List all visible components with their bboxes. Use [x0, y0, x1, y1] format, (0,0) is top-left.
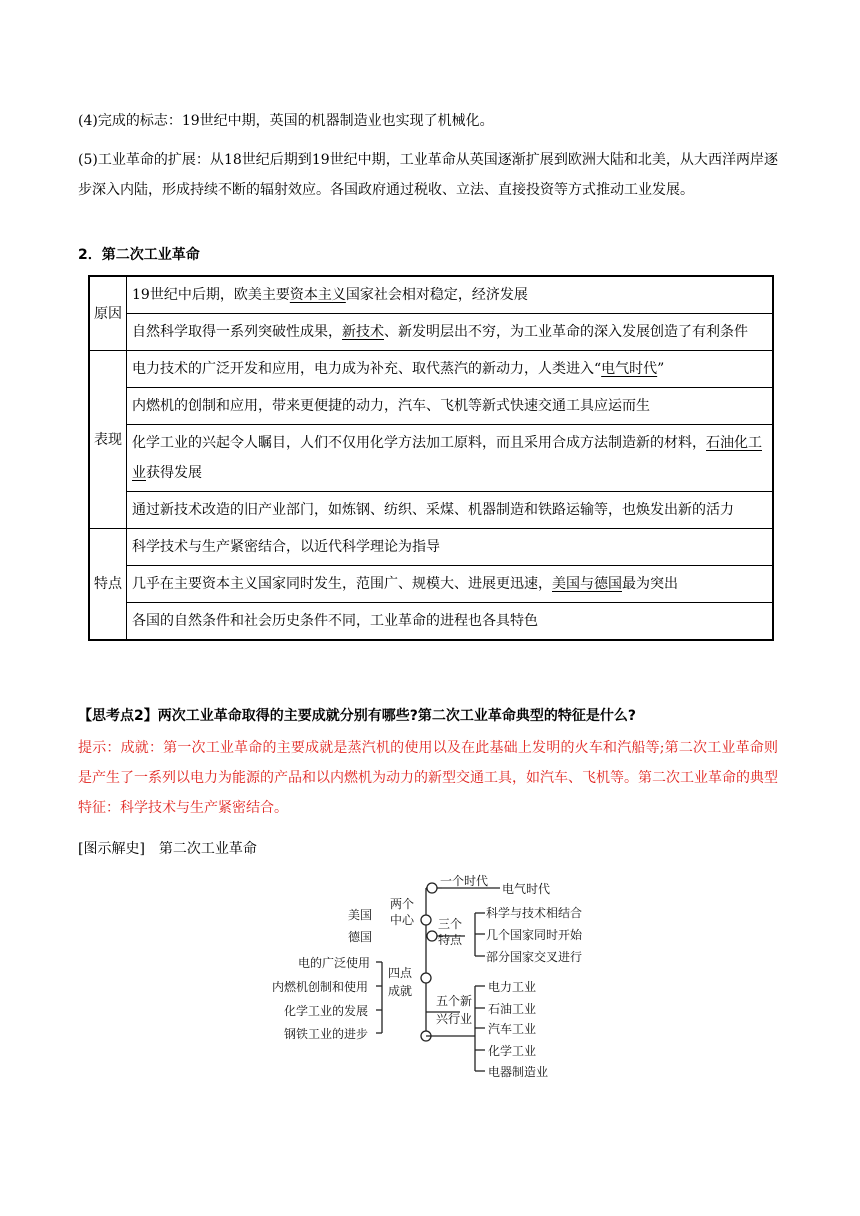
- industry-3: 汽车工业: [488, 1022, 537, 1036]
- think-question: 【思考点2】两次工业革命取得的主要成就分别有哪些?第二次工业革命典型的特征是什么?: [78, 708, 636, 724]
- industry-5: 电器制造业: [488, 1065, 549, 1079]
- label-germany: 德国: [348, 930, 373, 944]
- label-two-centers: 两个中心: [390, 897, 415, 927]
- key-term: 石油化工业: [132, 435, 762, 481]
- table-row: [89, 276, 773, 314]
- achievement-3: 化学工业的发展: [284, 1004, 369, 1018]
- table-row: [89, 566, 773, 603]
- row-label-features: 特点: [89, 529, 127, 641]
- label-electric-era: 电气时代: [502, 882, 551, 896]
- label-four-points: 四点成就: [388, 966, 413, 998]
- key-term: 资本主义: [289, 287, 346, 303]
- diagram-caption: [图示解史] 第二次工业革命: [78, 841, 257, 857]
- table-cell: 各国的自然条件和社会历史条件不同，工业革命的进程也各具特色: [127, 603, 774, 641]
- key-term: 电气时代: [601, 361, 658, 377]
- table-row: [89, 492, 773, 529]
- achievement-4: 钢铁工业的进步: [284, 1027, 369, 1041]
- label-usa: 美国: [348, 908, 373, 922]
- table-cell: 几乎在主要资本主义国家同时发生，范围广、规模大、进展更迅速，美国与德国最为突出: [127, 566, 774, 603]
- table-cell: 通过新技术改造的旧产业部门，如炼钢、纺织、采煤、机器制造和铁路运输等，也焕发出新的活力: [127, 492, 774, 529]
- key-term: 美国与德国: [552, 576, 622, 592]
- table-cell: 电力技术的广泛开发和应用，电力成为补充、取代蒸汽的新动力，人类进入“电气时代”: [127, 351, 774, 388]
- achievement-1: 电的广泛使用: [298, 956, 371, 970]
- table-cell: 内燃机的创制和应用，带来更便捷的动力，汽车、飞机等新式快速交通工具应运而生: [127, 388, 774, 425]
- row-label-cause: 原因: [89, 276, 127, 351]
- table-row: [89, 603, 773, 641]
- paragraph-expansion: (5)工业革命的扩展：从18世纪后期到19世纪中期，工业革命从英国逐渐扩展到欧洲大陆和北美，从大西洋两岸逐步深入内陆，形成持续不断的辐射效应。各国政府通过税收、立法、直接投资等方式推动工业发展。: [78, 152, 778, 198]
- key-term: 新技术: [342, 324, 384, 340]
- table-cell: 化学工业的兴起令人瞩目，人们不仅用化学方法加工原料，而且采用合成方法制造新的材料，石油化工业获得发展: [127, 425, 774, 492]
- table-cell: 自然科学取得一系列突破性成果，新技术、新发明层出不穷，为工业革命的深入发展创造了有利条件: [127, 314, 774, 351]
- industry-4: 化学工业: [488, 1044, 537, 1058]
- achievement-2: 内燃机创制和使用: [272, 980, 369, 994]
- feature-3: 部分国家交叉进行: [486, 950, 583, 964]
- mind-map-diagram: [270, 868, 600, 1083]
- table-row: [89, 529, 773, 566]
- table-row: [89, 314, 773, 351]
- label-one-era: 一个时代: [440, 874, 489, 888]
- section-title-second-revolution: 2．第二次工业革命: [78, 247, 200, 263]
- think-answer: 提示：成就：第一次工业革命的主要成就是蒸汽机的使用以及在此基础上发明的火车和汽船等;第二次工业革命则是产生了一系列以电力为能源的产品和以内燃机为动力的新型交通工具，如汽车、飞机等。第二次工业革命的典型特征：科学技术与生产紧密结合。: [78, 740, 778, 816]
- table-cell: 科学技术与生产紧密结合，以近代科学理论为指导: [127, 529, 774, 566]
- table-row: [89, 388, 773, 425]
- table-cell: 19世纪中后期，欧美主要资本主义国家社会相对稳定，经济发展: [127, 276, 774, 314]
- paragraph-completion-mark: (4)完成的标志：19世纪中期，英国的机器制造业也实现了机械化。: [78, 113, 494, 129]
- industry-2: 石油工业: [488, 1002, 537, 1016]
- industry-1: 电力工业: [488, 980, 537, 994]
- mind-map-lines: [270, 868, 600, 1083]
- row-label-performance: 表现: [89, 351, 127, 529]
- second-revolution-table: [88, 275, 774, 641]
- feature-1: 科学与技术相结合: [486, 906, 583, 920]
- feature-2: 几个国家同时开始: [486, 928, 583, 942]
- table-row: [89, 425, 773, 492]
- label-five-industries: 五个新兴行业: [436, 994, 473, 1026]
- label-three-features: 三个特点: [438, 917, 463, 947]
- table-row: [89, 351, 773, 388]
